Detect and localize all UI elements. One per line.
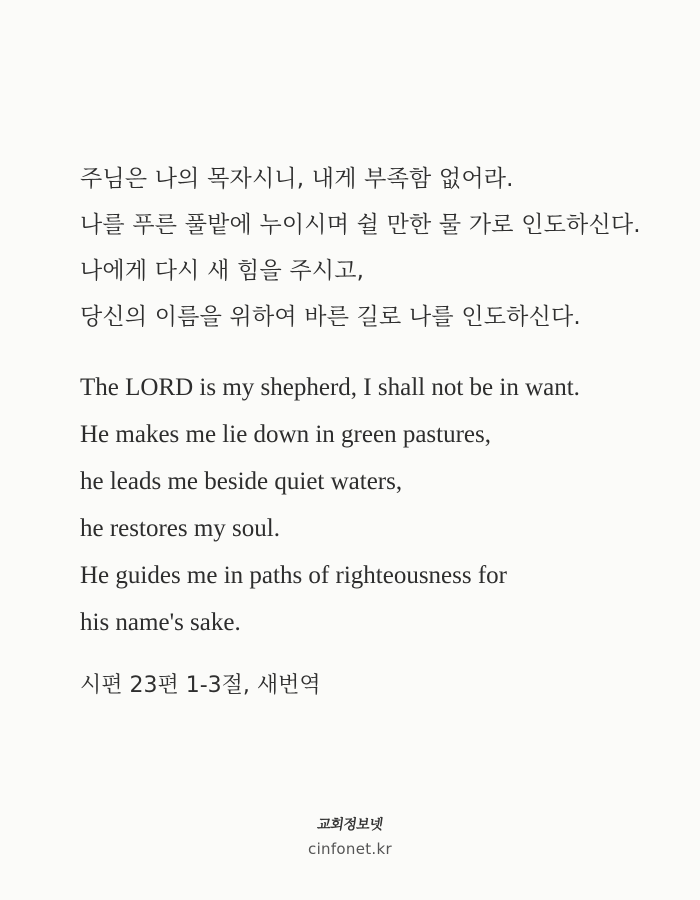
korean-verse-line: 나에게 다시 새 힘을 주시고, <box>80 258 365 284</box>
english-verse-line: The LORD is my shepherd, I shall not be in want. <box>80 374 580 401</box>
watermark-url: cinfonet.kr <box>308 840 392 858</box>
english-verse-line: his name's sake. <box>80 609 241 636</box>
korean-verse <box>80 156 680 340</box>
english-verse-line: he restores my soul. <box>80 515 280 542</box>
korean-verse-line: 주님은 나의 목자시니, 내게 부족함 없어라. <box>80 166 514 192</box>
korean-verse-line: 나를 푸른 풀밭에 누이시며 쉴 만한 물 가로 인도하신다. <box>80 212 641 238</box>
watermark <box>0 814 700 858</box>
korean-verse-line: 당신의 이름을 위하여 바른 길로 나를 인도하신다. <box>80 304 581 330</box>
english-verse-line: He guides me in paths of righteousness for <box>80 562 508 589</box>
english-verse-line: He makes me lie down in green pastures, <box>80 421 491 448</box>
english-verse <box>80 364 680 646</box>
verse-citation: 시편 23편 1-3절, 새번역 <box>80 673 321 698</box>
watermark-logo-text: 교회정보넷 <box>316 817 384 833</box>
english-verse-line: he leads me beside quiet waters, <box>80 468 403 495</box>
